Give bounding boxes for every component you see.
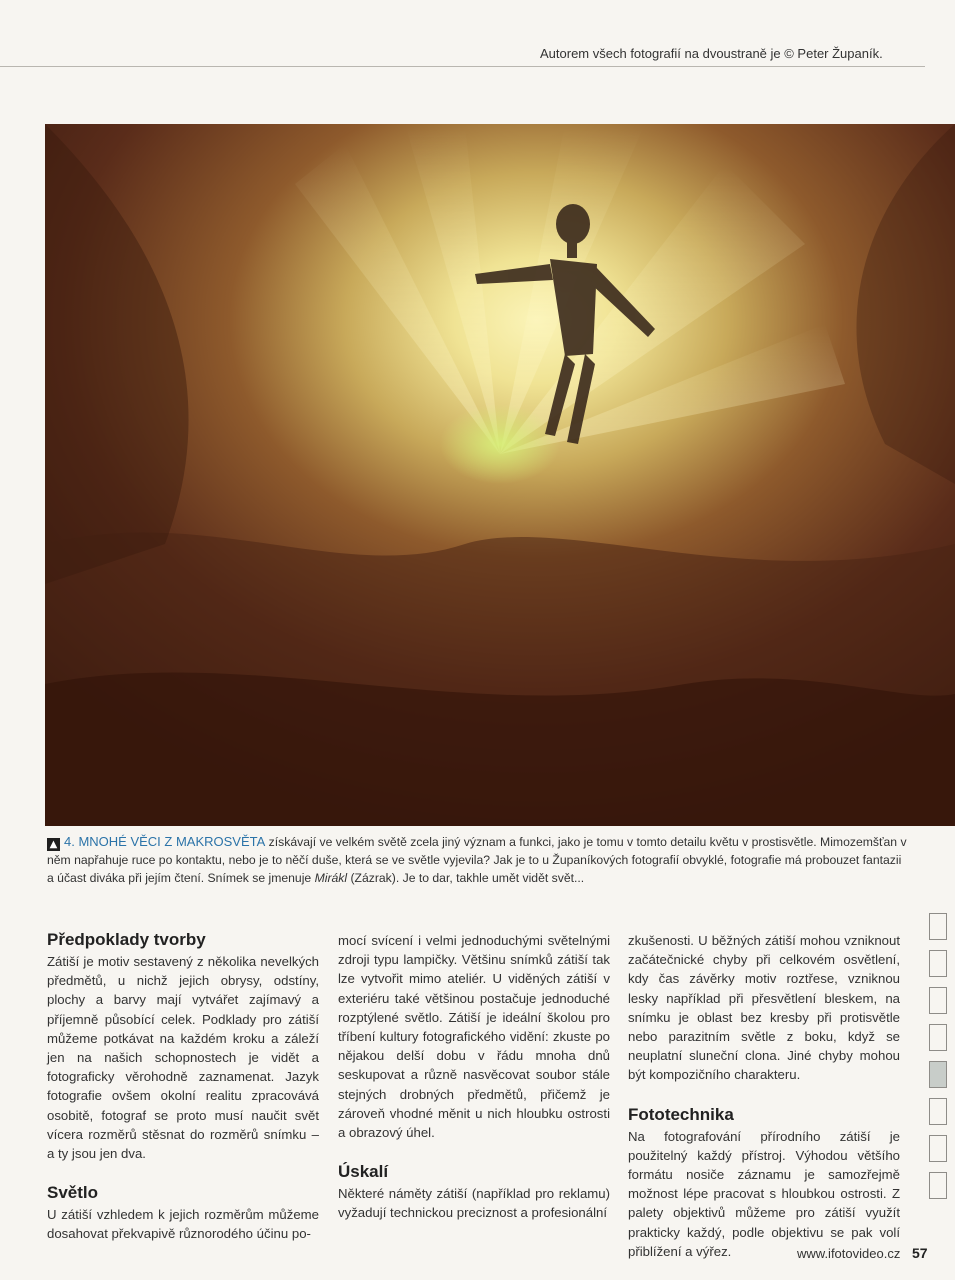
section-heading-uskali: Úskalí (338, 1162, 389, 1182)
paragraph: Zátiší je motiv sestavený z několika nevelkých předmětů, u nichž jejich obrysy, odstíny, plochy a barvy mají vytvářet zajímavý a příjemně působící celek. Podklady pro zátiší můžeme potkávat na každém kroku a záleží jen na našich schopnostech je vidět a fotograficky věrohodně zaznamenat. Jazyk fotografie ovšem okolní realitu zpracovává osobitě, fotograf se proto musí naučit svět vícera rozměrů stěsnat do rozměrů snímku – a ty jsou jen dva. (47, 954, 319, 1162)
section-heading-svetlo: Světlo (47, 1183, 99, 1203)
photo-credit: Autorem všech fotografií na dvoustraně je © Peter Županík. (540, 46, 883, 61)
side-tab[interactable] (929, 950, 947, 977)
side-tab[interactable] (929, 913, 947, 940)
caption-text-2: (Zázrak). Je to dar, takhle umět vidět svět... (347, 871, 585, 885)
paragraph: Některé náměty zátiší (například pro reklamu) vyžadují technickou preciznost a profesionální (338, 1186, 610, 1221)
side-tab[interactable] (929, 987, 947, 1014)
caption-text-1: získávají ve velkém světě zcela jiný význam a funkci, jako je tomu v tomto detailu květu v prostisvětle. Mimozemšťan v něm napřahuje ruce po kontaktu, nebo je to něčí duše, která se ve světle vyjevila? Jak je to u Županíkových fotografií obvyklé, fotografie má probouzet fantazii a účast diváka při jejím čtení. Snímek se jmenuje (47, 835, 907, 885)
paragraph: Na fotografování přírodního zátiší je použitelný každý přístroj. Výhodou většího formátu nosiče záznamu je samozřejmě možnost lépe pracovat s hloubkou ostrosti. Z palety objektivů můžeme pro zátiší využít prakticky každý, podle objektivu se pak volí přiblížení a výřez. (628, 1128, 900, 1259)
article-column-1 (47, 930, 319, 1244)
paragraph: U zátiší vzhledem k jejich rozměrům můžeme dosahovat překvapivě různorodého účinu po- (47, 1207, 319, 1242)
section-heading-fototechnika: Fototechnika (628, 1104, 734, 1124)
photo-illustration (45, 124, 955, 826)
article-column-2 (338, 931, 610, 1223)
caption-lead: 4. MNOHÉ VĚCI Z MAKROSVĚTA (64, 834, 266, 849)
macro-flower-photo (45, 124, 955, 826)
footer-url[interactable]: www.ifotovideo.cz (797, 1246, 901, 1261)
credit-divider (0, 66, 925, 67)
paragraph: mocí svícení i velmi jednoduchými světelnými zdroji typu lampičky. Většinu snímků zátiší tak lze vytvořit mimo ateliér. U viděných zátiší v exteriéru také většinou postačuje jednoduché rozptýlené světlo. Zátiší je ideální školou pro tříbení kultury fotografického vidění: zkuste po nějakou delší dobu v řádu mnoha dnů seskupovat a různě nasvěcovat soubor stále stejných drobných předmětů, přičemž je zároveň vhodné měnit u nich hloubku ostrosti a obrazový úhel. (338, 933, 610, 1141)
side-tab-active[interactable] (929, 1061, 947, 1088)
page-number: 57 (912, 1245, 928, 1261)
side-tab[interactable] (929, 1172, 947, 1199)
caption-photo-title: Mirákl (314, 871, 348, 885)
up-arrow-icon: ▲ (47, 838, 60, 851)
section-heading-predpoklady: Předpoklady tvorby (47, 930, 206, 949)
article-column-3 (628, 931, 900, 1261)
side-tab[interactable] (929, 1098, 947, 1125)
side-section-tabs (929, 913, 947, 1209)
photo-caption (47, 833, 907, 887)
side-tab[interactable] (929, 1024, 947, 1051)
paragraph: zkušenosti. U běžných zátiší mohou vzniknout začátečnické chyby při celkovém osvětlení, kdy čas závěrky motiv roztřese, vzniknou lesky například při přesvětlení bleskem, na snímku je oblast bez kresby při protisvětle nebo parazitním světle z boku, když se neuplatní sluneční clona. Jiné chyby mohou být kompozičního charakteru. (628, 933, 900, 1083)
side-tab[interactable] (929, 1135, 947, 1162)
